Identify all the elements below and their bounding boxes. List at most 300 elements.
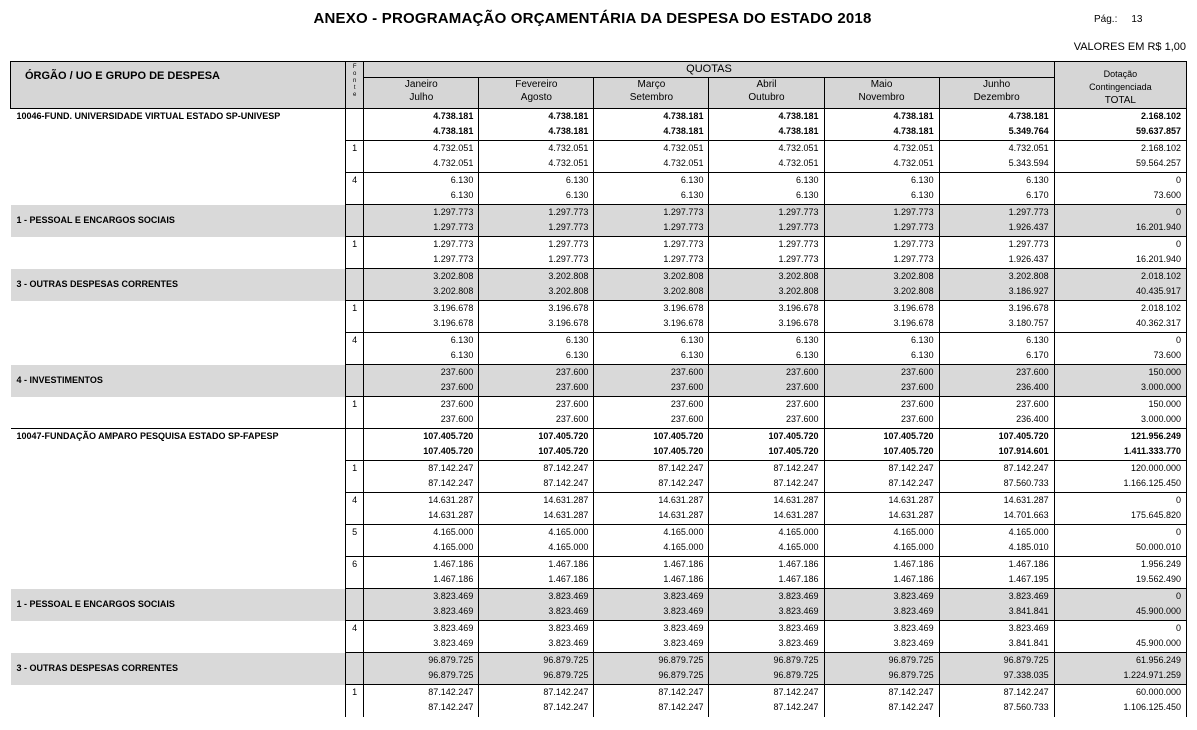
value-first-half: 1.297.773 [778, 239, 819, 249]
value-second-half: 1.297.773 [548, 222, 589, 232]
quota-cell [939, 589, 1054, 621]
row-description: 10046-FUND. UNIVERSIDADE VIRTUAL ESTADO SP-UNIVESP [11, 109, 346, 141]
value-first-half: 1.297.773 [548, 207, 589, 217]
row-fonte [346, 653, 364, 685]
row-fonte: 4 [346, 173, 364, 205]
value-first-half: 96.879.725 [428, 655, 474, 665]
value-second-half: 96.879.725 [428, 670, 474, 680]
quota-cell [709, 653, 824, 685]
value-first-half: 3.823.469 [548, 591, 589, 601]
row-fonte: 6 [346, 557, 364, 589]
value-first-half: 3.202.808 [1008, 271, 1049, 281]
value-second-half: 237.600 [901, 382, 934, 392]
row-fonte [346, 269, 364, 301]
total-cell [1054, 237, 1186, 269]
quota-cell [479, 173, 594, 205]
value-first-half: 3.823.469 [778, 591, 819, 601]
value-second-half: 3.823.469 [433, 606, 474, 616]
value-first-half: 1.297.773 [893, 207, 934, 217]
value-first-half: 1.956.249 [1140, 559, 1181, 569]
quota-cell [364, 621, 479, 653]
value-second-half: 14.631.287 [428, 510, 474, 520]
table-row [11, 173, 1187, 205]
value-second-half: 96.879.725 [658, 670, 704, 680]
value-second-half: 1.467.186 [778, 574, 819, 584]
row-description: 4 - INVESTIMENTOS [11, 365, 346, 397]
value-second-half: 4.732.051 [778, 158, 819, 168]
value-first-half: 87.142.247 [888, 463, 934, 473]
quota-cell [364, 493, 479, 525]
value-second-half: 107.405.720 [423, 446, 474, 456]
value-second-half: 87.142.247 [888, 702, 934, 712]
value-second-half: 96.879.725 [543, 670, 589, 680]
value-first-half: 6.130 [795, 335, 819, 345]
value-second-half: 1.297.773 [778, 222, 819, 232]
quota-cell [364, 237, 479, 269]
value-first-half: 1.297.773 [893, 239, 934, 249]
value-first-half: 150.000 [1148, 399, 1181, 409]
value-first-half: 96.879.725 [773, 655, 819, 665]
value-second-half: 3.000.000 [1140, 382, 1181, 392]
value-first-half: 3.823.469 [663, 591, 704, 601]
value-first-half: 1.297.773 [1008, 207, 1049, 217]
value-second-half: 4.165.000 [548, 542, 589, 552]
value-second-half: 3.823.469 [893, 638, 934, 648]
value-first-half: 87.142.247 [428, 687, 474, 697]
value-second-half: 237.600 [901, 414, 934, 424]
value-first-half: 1.467.186 [433, 559, 474, 569]
value-second-half: 16.201.940 [1135, 254, 1181, 264]
quota-cell [939, 397, 1054, 429]
value-first-half: 6.130 [1026, 335, 1049, 345]
row-description: 3 - OUTRAS DESPESAS CORRENTES [11, 269, 346, 301]
value-first-half: 0 [1175, 527, 1181, 537]
value-first-half: 120.000.000 [1130, 463, 1181, 473]
value-second-half: 175.645.820 [1130, 510, 1181, 520]
page-indicator [1094, 14, 1142, 25]
value-first-half: 237.600 [901, 367, 934, 377]
header-month-5: Junho Dezembro [939, 78, 1054, 109]
quota-cell [939, 141, 1054, 173]
quota-cell [479, 109, 594, 141]
value-second-half: 1.166.125.450 [1123, 478, 1181, 488]
value-first-half: 60.000.000 [1135, 687, 1181, 697]
table-row [11, 237, 1187, 269]
quota-cell [824, 685, 939, 717]
quota-cell [364, 173, 479, 205]
quota-cell [824, 653, 939, 685]
value-second-half: 4.738.181 [663, 126, 704, 136]
value-second-half: 3.823.469 [548, 638, 589, 648]
value-first-half: 237.600 [670, 399, 704, 409]
value-second-half: 3.841.841 [1008, 638, 1049, 648]
value-second-half: 87.142.247 [658, 702, 704, 712]
row-description [11, 237, 346, 269]
quota-cell [824, 557, 939, 589]
quota-cell [364, 525, 479, 557]
quota-cell [479, 685, 594, 717]
value-second-half: 87.142.247 [773, 478, 819, 488]
row-description [11, 141, 346, 173]
value-first-half: 0 [1175, 207, 1181, 217]
quota-cell [824, 237, 939, 269]
quota-cell [939, 173, 1054, 205]
value-second-half: 237.600 [555, 382, 589, 392]
total-cell [1054, 429, 1186, 461]
quota-cell [824, 621, 939, 653]
quota-cell [709, 557, 824, 589]
value-first-half: 3.823.469 [893, 623, 934, 633]
row-fonte: 1 [346, 397, 364, 429]
quota-cell [364, 365, 479, 397]
quota-cell [364, 269, 479, 301]
value-second-half: 6.130 [911, 350, 934, 360]
quota-cell [824, 493, 939, 525]
value-second-half: 3.202.808 [893, 286, 934, 296]
value-first-half: 4.738.181 [1008, 111, 1049, 121]
value-first-half: 1.467.186 [893, 559, 934, 569]
value-second-half: 73.600 [1153, 190, 1181, 200]
quota-cell [939, 237, 1054, 269]
value-second-half: 87.142.247 [543, 702, 589, 712]
quota-cell [709, 525, 824, 557]
value-first-half: 237.600 [670, 367, 704, 377]
value-second-half: 4.165.000 [433, 542, 474, 552]
value-second-half: 4.732.051 [548, 158, 589, 168]
value-first-half: 107.405.720 [538, 431, 589, 441]
quota-cell [364, 589, 479, 621]
table-row [11, 653, 1187, 685]
header-month-2: Março Setembro [594, 78, 709, 109]
value-first-half: 237.600 [785, 367, 819, 377]
value-first-half: 1.297.773 [1008, 239, 1049, 249]
value-second-half: 6.130 [680, 190, 704, 200]
value-first-half: 6.130 [450, 335, 474, 345]
value-first-half: 0 [1175, 495, 1181, 505]
value-second-half: 14.701.663 [1003, 510, 1049, 520]
quota-cell [709, 269, 824, 301]
total-cell [1054, 525, 1186, 557]
value-second-half: 14.631.287 [658, 510, 704, 520]
total-cell [1054, 621, 1186, 653]
value-second-half: 6.130 [911, 190, 934, 200]
value-second-half: 4.738.181 [778, 126, 819, 136]
quota-cell [594, 141, 709, 173]
value-first-half: 6.130 [680, 335, 704, 345]
value-second-half: 1.467.195 [1008, 574, 1049, 584]
value-second-half: 107.405.720 [653, 446, 704, 456]
value-second-half: 1.297.773 [893, 222, 934, 232]
value-second-half: 6.170 [1026, 350, 1049, 360]
value-first-half: 4.732.051 [663, 143, 704, 153]
value-first-half: 4.732.051 [433, 143, 474, 153]
row-description [11, 525, 346, 557]
value-second-half: 87.142.247 [428, 478, 474, 488]
total-cell [1054, 493, 1186, 525]
value-first-half: 4.732.051 [548, 143, 589, 153]
value-second-half: 237.600 [670, 382, 704, 392]
value-second-half: 14.631.287 [543, 510, 589, 520]
value-first-half: 96.879.725 [888, 655, 934, 665]
quota-cell [479, 205, 594, 237]
quota-cell [479, 365, 594, 397]
value-first-half: 4.732.051 [893, 143, 934, 153]
value-first-half: 3.196.678 [1008, 303, 1049, 313]
quota-cell [479, 301, 594, 333]
header-fonte: F o n t e [346, 62, 364, 109]
value-first-half: 61.956.249 [1135, 655, 1181, 665]
quota-cell [594, 333, 709, 365]
value-first-half: 87.142.247 [543, 687, 589, 697]
value-second-half: 3.196.678 [548, 318, 589, 328]
table-row [11, 525, 1187, 557]
value-second-half: 107.405.720 [883, 446, 934, 456]
quota-cell [709, 429, 824, 461]
value-first-half: 14.631.287 [888, 495, 934, 505]
quota-cell [824, 141, 939, 173]
value-first-half: 0 [1175, 175, 1181, 185]
value-second-half: 3.000.000 [1140, 414, 1181, 424]
quota-cell [594, 557, 709, 589]
value-first-half: 1.297.773 [548, 239, 589, 249]
value-first-half: 3.823.469 [1008, 591, 1049, 601]
value-first-half: 3.196.678 [663, 303, 704, 313]
quota-cell [824, 269, 939, 301]
value-second-half: 3.196.678 [433, 318, 474, 328]
quota-cell [939, 685, 1054, 717]
page-label: Pág.: [1094, 14, 1118, 25]
quota-cell [709, 461, 824, 493]
value-second-half: 3.180.757 [1008, 318, 1049, 328]
quota-cell [364, 653, 479, 685]
value-first-half: 4.165.000 [663, 527, 704, 537]
value-second-half: 107.914.601 [998, 446, 1049, 456]
quota-cell [364, 429, 479, 461]
value-second-half: 236.400 [1016, 382, 1049, 392]
value-first-half: 96.879.725 [1003, 655, 1049, 665]
value-second-half: 96.879.725 [888, 670, 934, 680]
row-description [11, 685, 346, 717]
row-description [11, 173, 346, 205]
value-first-half: 4.165.000 [778, 527, 819, 537]
quota-cell [709, 141, 824, 173]
value-second-half: 6.130 [450, 350, 474, 360]
quota-cell [364, 397, 479, 429]
value-second-half: 237.600 [785, 382, 819, 392]
quota-cell [709, 621, 824, 653]
row-description [11, 621, 346, 653]
quota-cell [594, 205, 709, 237]
value-first-half: 14.631.287 [658, 495, 704, 505]
quota-cell [824, 301, 939, 333]
value-first-half: 3.202.808 [548, 271, 589, 281]
value-first-half: 107.405.720 [653, 431, 704, 441]
value-second-half: 97.338.035 [1003, 670, 1049, 680]
table-row [11, 141, 1187, 173]
value-second-half: 237.600 [670, 414, 704, 424]
value-first-half: 4.165.000 [433, 527, 474, 537]
row-description [11, 333, 346, 365]
value-second-half: 1.467.186 [548, 574, 589, 584]
value-second-half: 14.631.287 [888, 510, 934, 520]
quota-cell [824, 109, 939, 141]
header-month-1: Fevereiro Agosto [479, 78, 594, 109]
row-description: 1 - PESSOAL E ENCARGOS SOCIAIS [11, 205, 346, 237]
row-fonte: 4 [346, 333, 364, 365]
quota-cell [939, 205, 1054, 237]
value-second-half: 1.467.186 [663, 574, 704, 584]
value-first-half: 4.738.181 [548, 111, 589, 121]
value-first-half: 0 [1175, 239, 1181, 249]
quota-cell [364, 205, 479, 237]
value-second-half: 1.224.971.259 [1123, 670, 1181, 680]
value-second-half: 1.297.773 [893, 254, 934, 264]
value-second-half: 3.823.469 [778, 606, 819, 616]
quota-cell [709, 237, 824, 269]
quota-cell [939, 557, 1054, 589]
value-second-half: 3.196.678 [893, 318, 934, 328]
value-second-half: 4.165.000 [893, 542, 934, 552]
value-second-half: 50.000.010 [1135, 542, 1181, 552]
row-fonte: 1 [346, 301, 364, 333]
value-second-half: 1.297.773 [548, 254, 589, 264]
quota-cell [824, 205, 939, 237]
value-first-half: 4.738.181 [433, 111, 474, 121]
value-second-half: 1.411.333.770 [1123, 446, 1181, 456]
quota-cell [709, 685, 824, 717]
value-first-half: 237.600 [555, 399, 589, 409]
header-description: ÓRGÃO / UO E GRUPO DE DESPESA [11, 62, 346, 109]
total-cell [1054, 301, 1186, 333]
value-first-half: 2.168.102 [1140, 143, 1181, 153]
quota-cell [709, 365, 824, 397]
page-number: 13 [1131, 14, 1143, 25]
quota-cell [479, 461, 594, 493]
quota-cell [479, 397, 594, 429]
quota-cell [824, 461, 939, 493]
quota-cell [709, 397, 824, 429]
value-first-half: 3.196.678 [778, 303, 819, 313]
values-unit: VALORES EM R$ 1,00 [1073, 41, 1186, 53]
value-second-half: 87.560.733 [1003, 702, 1049, 712]
quota-cell [594, 653, 709, 685]
quota-cell [594, 237, 709, 269]
total-cell [1054, 397, 1186, 429]
value-first-half: 14.631.287 [428, 495, 474, 505]
table-row [11, 461, 1187, 493]
value-first-half: 3.196.678 [548, 303, 589, 313]
value-first-half: 87.142.247 [543, 463, 589, 473]
total-cell [1054, 141, 1186, 173]
value-second-half: 6.170 [1026, 190, 1049, 200]
value-first-half: 6.130 [911, 175, 934, 185]
quota-cell [824, 589, 939, 621]
value-first-half: 3.823.469 [778, 623, 819, 633]
value-first-half: 237.600 [1016, 399, 1049, 409]
value-first-half: 150.000 [1148, 367, 1181, 377]
quota-cell [479, 493, 594, 525]
quota-cell [939, 301, 1054, 333]
value-second-half: 4.738.181 [548, 126, 589, 136]
row-description [11, 461, 346, 493]
value-first-half: 237.600 [555, 367, 589, 377]
value-second-half: 3.202.808 [548, 286, 589, 296]
value-second-half: 6.130 [565, 350, 589, 360]
value-second-half: 3.823.469 [663, 606, 704, 616]
quota-cell [594, 685, 709, 717]
row-fonte [346, 589, 364, 621]
value-second-half: 3.202.808 [778, 286, 819, 296]
value-second-half: 40.362.317 [1135, 318, 1181, 328]
value-second-half: 3.823.469 [893, 606, 934, 616]
row-fonte [346, 109, 364, 141]
row-description [11, 493, 346, 525]
value-first-half: 237.600 [440, 399, 474, 409]
value-first-half: 4.738.181 [663, 111, 704, 121]
value-second-half: 73.600 [1153, 350, 1181, 360]
value-second-half: 19.562.490 [1135, 574, 1181, 584]
value-first-half: 4.732.051 [778, 143, 819, 153]
value-second-half: 107.405.720 [768, 446, 819, 456]
quota-cell [479, 621, 594, 653]
value-second-half: 87.142.247 [658, 478, 704, 488]
total-cell [1054, 365, 1186, 397]
value-first-half: 2.018.102 [1140, 271, 1181, 281]
value-second-half: 4.732.051 [663, 158, 704, 168]
value-first-half: 3.202.808 [893, 271, 934, 281]
quota-cell [824, 365, 939, 397]
value-second-half: 59.637.857 [1135, 126, 1181, 136]
value-second-half: 6.130 [795, 350, 819, 360]
value-first-half: 6.130 [680, 175, 704, 185]
quota-cell [939, 525, 1054, 557]
quota-cell [939, 461, 1054, 493]
value-second-half: 3.196.678 [778, 318, 819, 328]
quota-cell [709, 333, 824, 365]
quota-cell [479, 653, 594, 685]
quota-cell [594, 429, 709, 461]
budget-table [10, 61, 1187, 717]
value-second-half: 236.400 [1016, 414, 1049, 424]
value-second-half: 237.600 [440, 414, 474, 424]
row-fonte: 1 [346, 141, 364, 173]
quota-cell [594, 493, 709, 525]
value-first-half: 87.142.247 [428, 463, 474, 473]
quota-cell [594, 397, 709, 429]
quota-cell [939, 493, 1054, 525]
table-row [11, 301, 1187, 333]
value-first-half: 6.130 [565, 175, 589, 185]
value-second-half: 1.926.437 [1008, 222, 1049, 232]
value-second-half: 107.405.720 [538, 446, 589, 456]
report-title: ANEXO - PROGRAMAÇÃO ORÇAMENTÁRIA DA DESPESA DO ESTADO 2018 [313, 10, 872, 27]
quota-cell [479, 589, 594, 621]
value-second-half: 237.600 [785, 414, 819, 424]
value-second-half: 3.202.808 [433, 286, 474, 296]
header-month-4: Maio Novembro [824, 78, 939, 109]
row-fonte: 4 [346, 493, 364, 525]
value-first-half: 14.631.287 [543, 495, 589, 505]
value-second-half: 3.823.469 [778, 638, 819, 648]
total-cell [1054, 109, 1186, 141]
row-fonte [346, 429, 364, 461]
value-second-half: 3.823.469 [663, 638, 704, 648]
row-description: 3 - OUTRAS DESPESAS CORRENTES [11, 653, 346, 685]
value-second-half: 96.879.725 [773, 670, 819, 680]
table-row [11, 685, 1187, 717]
value-first-half: 1.467.186 [778, 559, 819, 569]
value-second-half: 3.196.678 [663, 318, 704, 328]
